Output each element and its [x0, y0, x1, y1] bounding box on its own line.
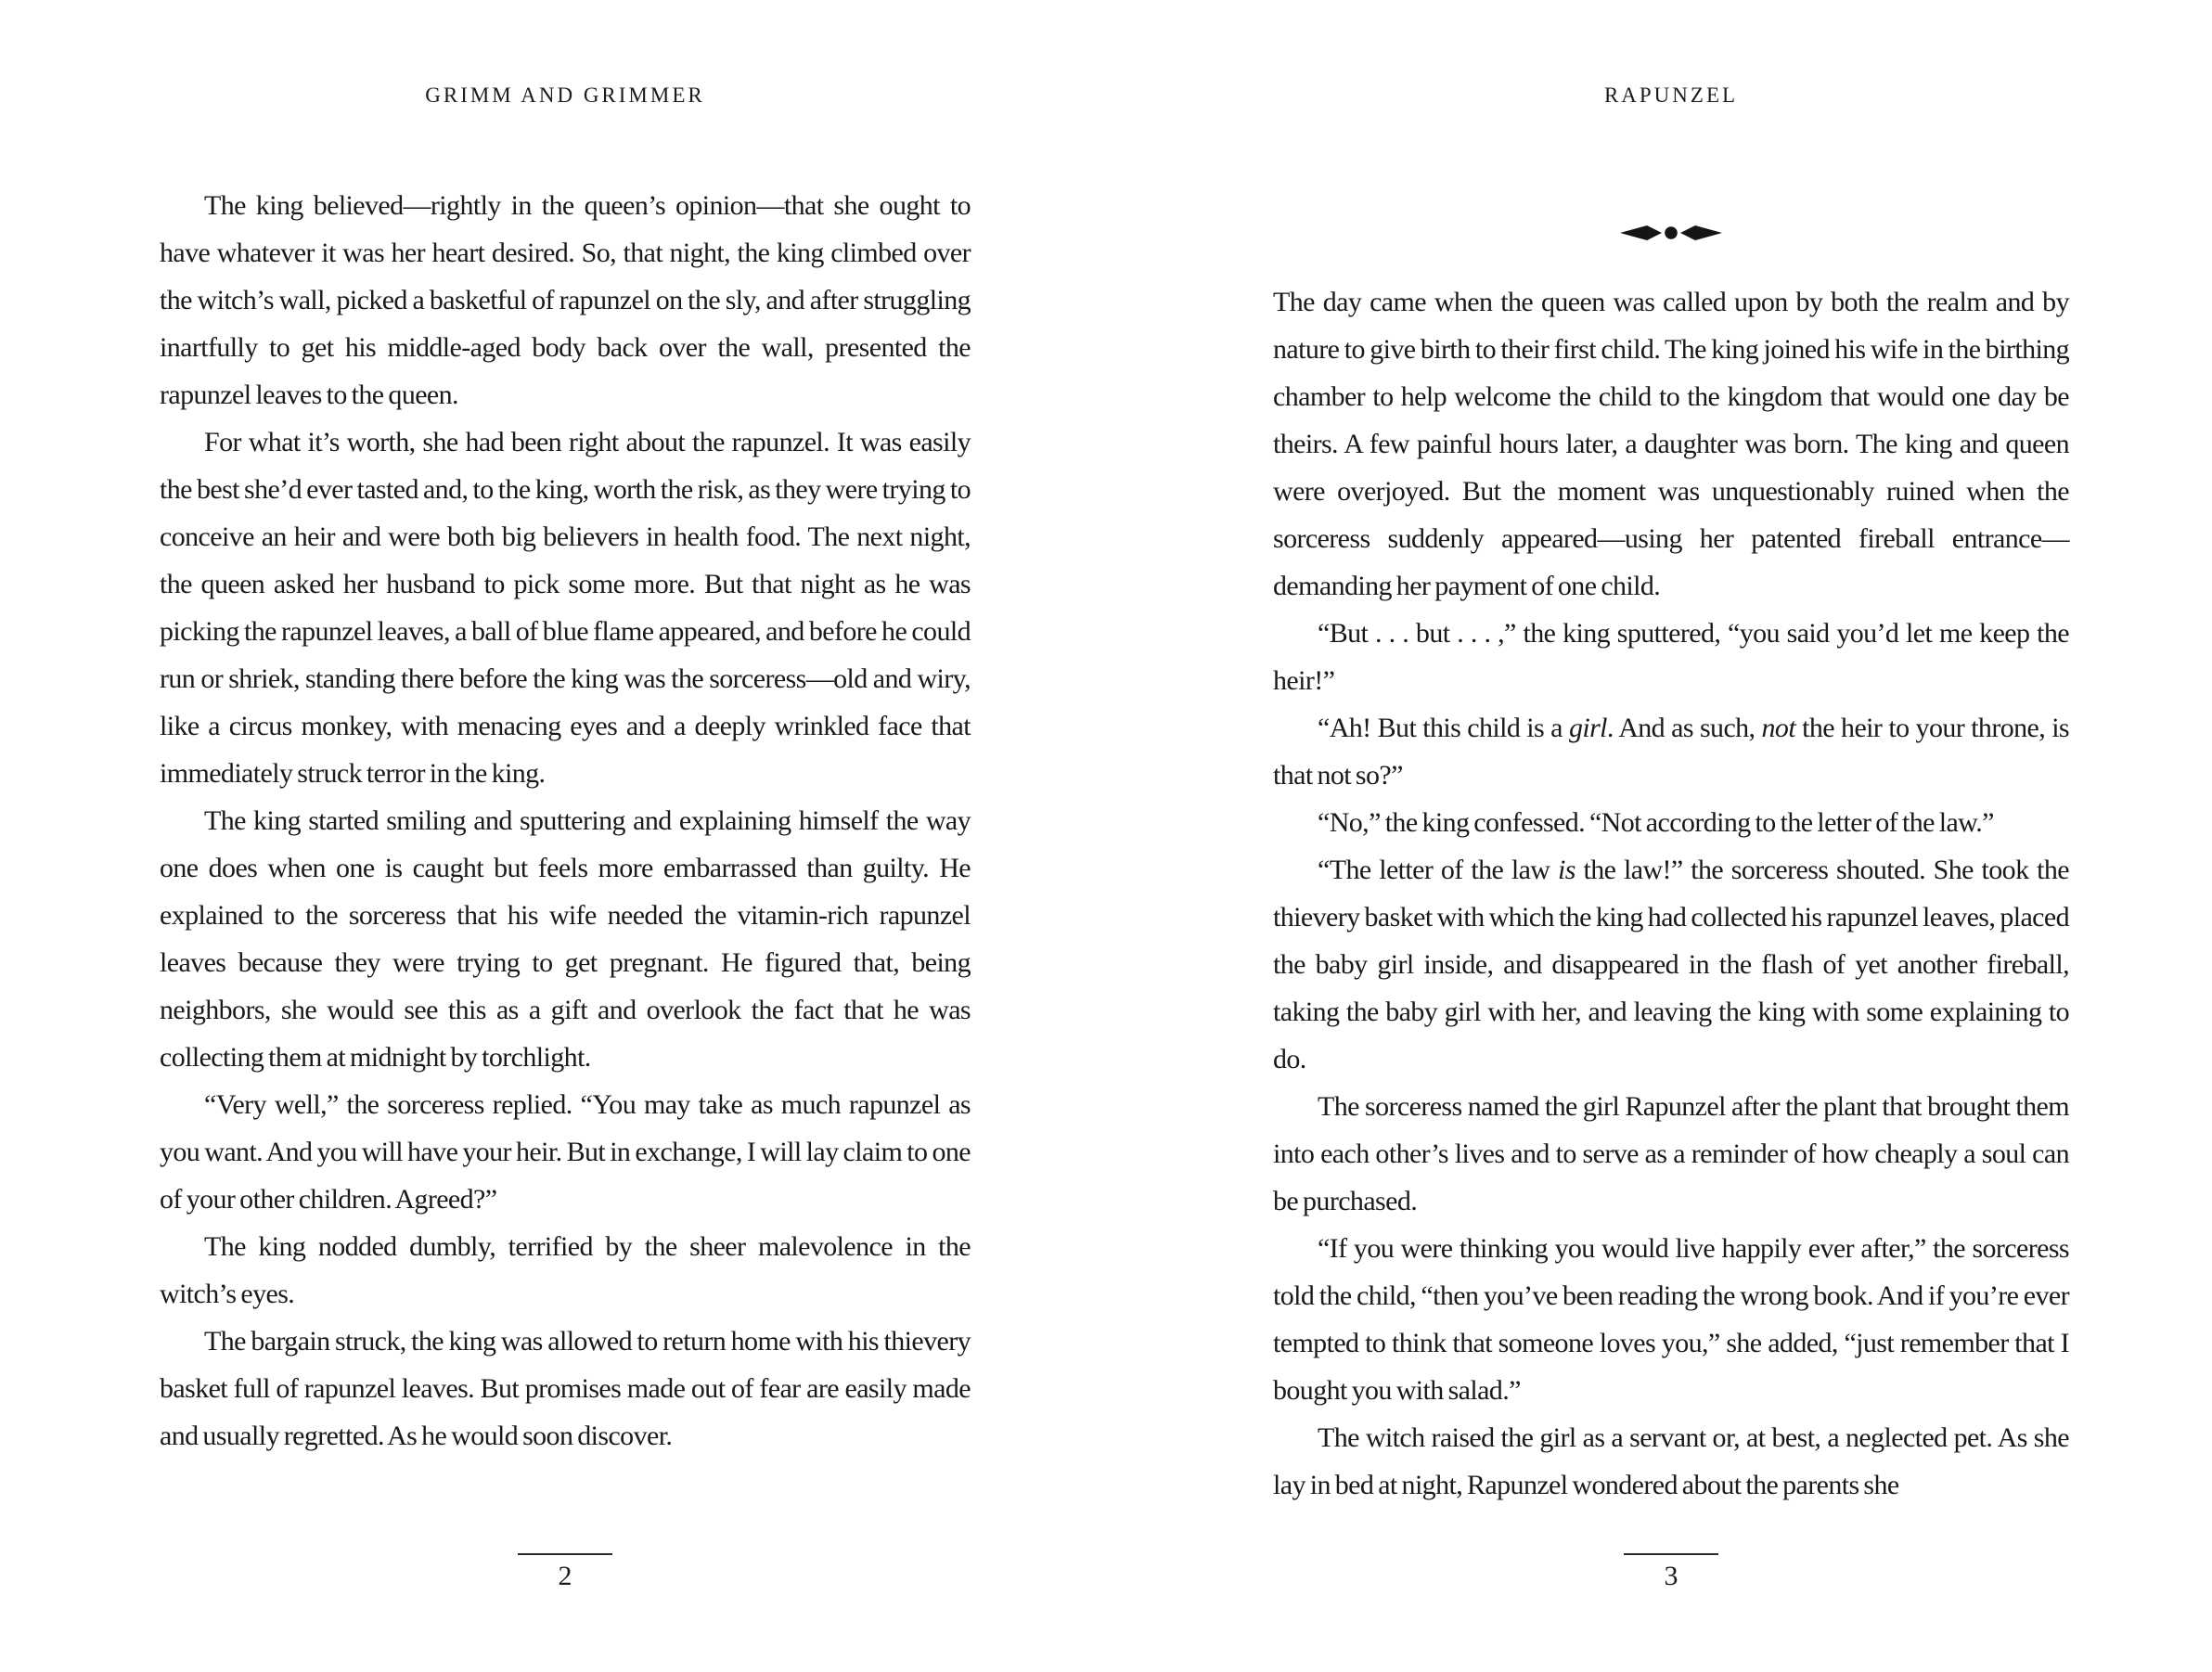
paragraph: “No,” the king confessed. “Not according to the letter of the law.”: [1318, 807, 1994, 838]
paragraph: The king started smiling and sputtering and explaining himself the way one does when one is caught but feels more embarrassed than guilty. He explained to the sorceress that his wife needed the vitamin-rich rapunzel leaves because they were trying to get pregnant. He figured that, being neighbors, she would see this as a gift and overlook the fact that he was collecting them at midnight by torchlight.: [160, 805, 971, 1073]
running-head-left: GRIMM AND GRIMMER: [425, 84, 705, 107]
section-break-ornament: [1273, 225, 2069, 241]
page-left: [160, 0, 971, 1672]
paragraph: The day came when the queen was called upon by both the realm and by nature to give birth to their first child. The king joined his wife in the birthing chamber to help welcome the child to the kingdom that would one day be theirs. A few painful hours later, a daughter was born. The king and queen were overjoyed. But the moment was unquestionably ruined when the sorceress suddenly appeared—using her patented fireball entrance—demanding her payment of one child.: [1273, 287, 2069, 601]
paragraph: “Ah! But this child is a girl. And as such, not the heir to your throne, is that not so?”: [1273, 713, 2070, 791]
paragraph: The sorceress named the girl Rapunzel after the plant that brought them into each other’s lives and to serve as a reminder of how cheaply a soul can be purchased.: [1273, 1091, 2069, 1216]
running-head-right: RAPUNZEL: [1603, 84, 1739, 107]
left-body-text: [160, 182, 971, 1460]
right-body-text: [1273, 278, 2069, 1509]
paragraph: For what it’s worth, she had been right about the rapunzel. It was easily the best she’d ever tasted and, to the king, worth the risk, as they were trying to conceive an heir and were both big believers in health food. The next night, the queen asked her husband to pick some more. But that night as he was picking the rapunzel leaves, a ball of blue flame appeared, and before he could run or shriek, standing there before the king was the sorceress—old and wiry, like a circus monkey, with menacing eyes and a deeply wrinkled face that immediately struck terror in the king.: [160, 427, 971, 789]
footer-rule-left: [518, 1553, 612, 1555]
paragraph: The bargain struck, the king was allowed to return home with his thievery basket full of rapunzel leaves. But promises made out of fear are easily made and usually regretted. As he would soon discover.: [160, 1326, 971, 1451]
page-footer-right: [1273, 1553, 2069, 1591]
paragraph: The king nodded dumbly, terrified by the sheer malevolence in the witch’s eyes.: [160, 1231, 971, 1309]
footer-rule-right: [1624, 1553, 1718, 1555]
paragraph: “If you were thinking you would live happily ever after,” the sorceress told the child, “then you’ve been reading the wrong book. And if you’re ever tempted to think that someone loves you,” she added, “just remember that I bought you with salad.”: [1273, 1233, 2069, 1406]
paragraph: “But . . . but . . . ,” the king sputtered, “you said you’d let me keep the heir!”: [1273, 618, 2069, 696]
page-right: [1273, 0, 2069, 1672]
page-number-left: 2: [558, 1561, 572, 1591]
paragraph: The king believed—rightly in the queen’s opinion—that she ought to have whatever it was her heart desired. So, that night, the king climbed over the witch’s wall, picked a basketful of rapunzel on the sly, and after struggling inartfully to get his middle-aged body back over the wall, presented the rapunzel leaves to the queen.: [160, 190, 971, 410]
page-number-right: 3: [1664, 1561, 1678, 1591]
paragraph: “The letter of the law is the law!” the sorceress shouted. She took the thievery basket with which the king had collected his rapunzel leaves, placed the baby girl inside, and disappeared in the flash of yet another fireball, taking the baby girl with her, and leaving the king with some explaining to do.: [1273, 855, 2069, 1074]
page-footer-left: [160, 1553, 971, 1591]
paragraph: “Very well,” the sorceress replied. “You may take as much rapunzel as you want. And you will have your heir. But in exchange, I will lay claim to one of your other children. Agreed?”: [160, 1089, 971, 1215]
diamond-dot-diamond-icon: [1620, 229, 1722, 245]
paragraph: The witch raised the girl as a servant or, at best, a neglected pet. As she lay in bed at night, Rapunzel wondered about the parents she: [1273, 1422, 2069, 1500]
